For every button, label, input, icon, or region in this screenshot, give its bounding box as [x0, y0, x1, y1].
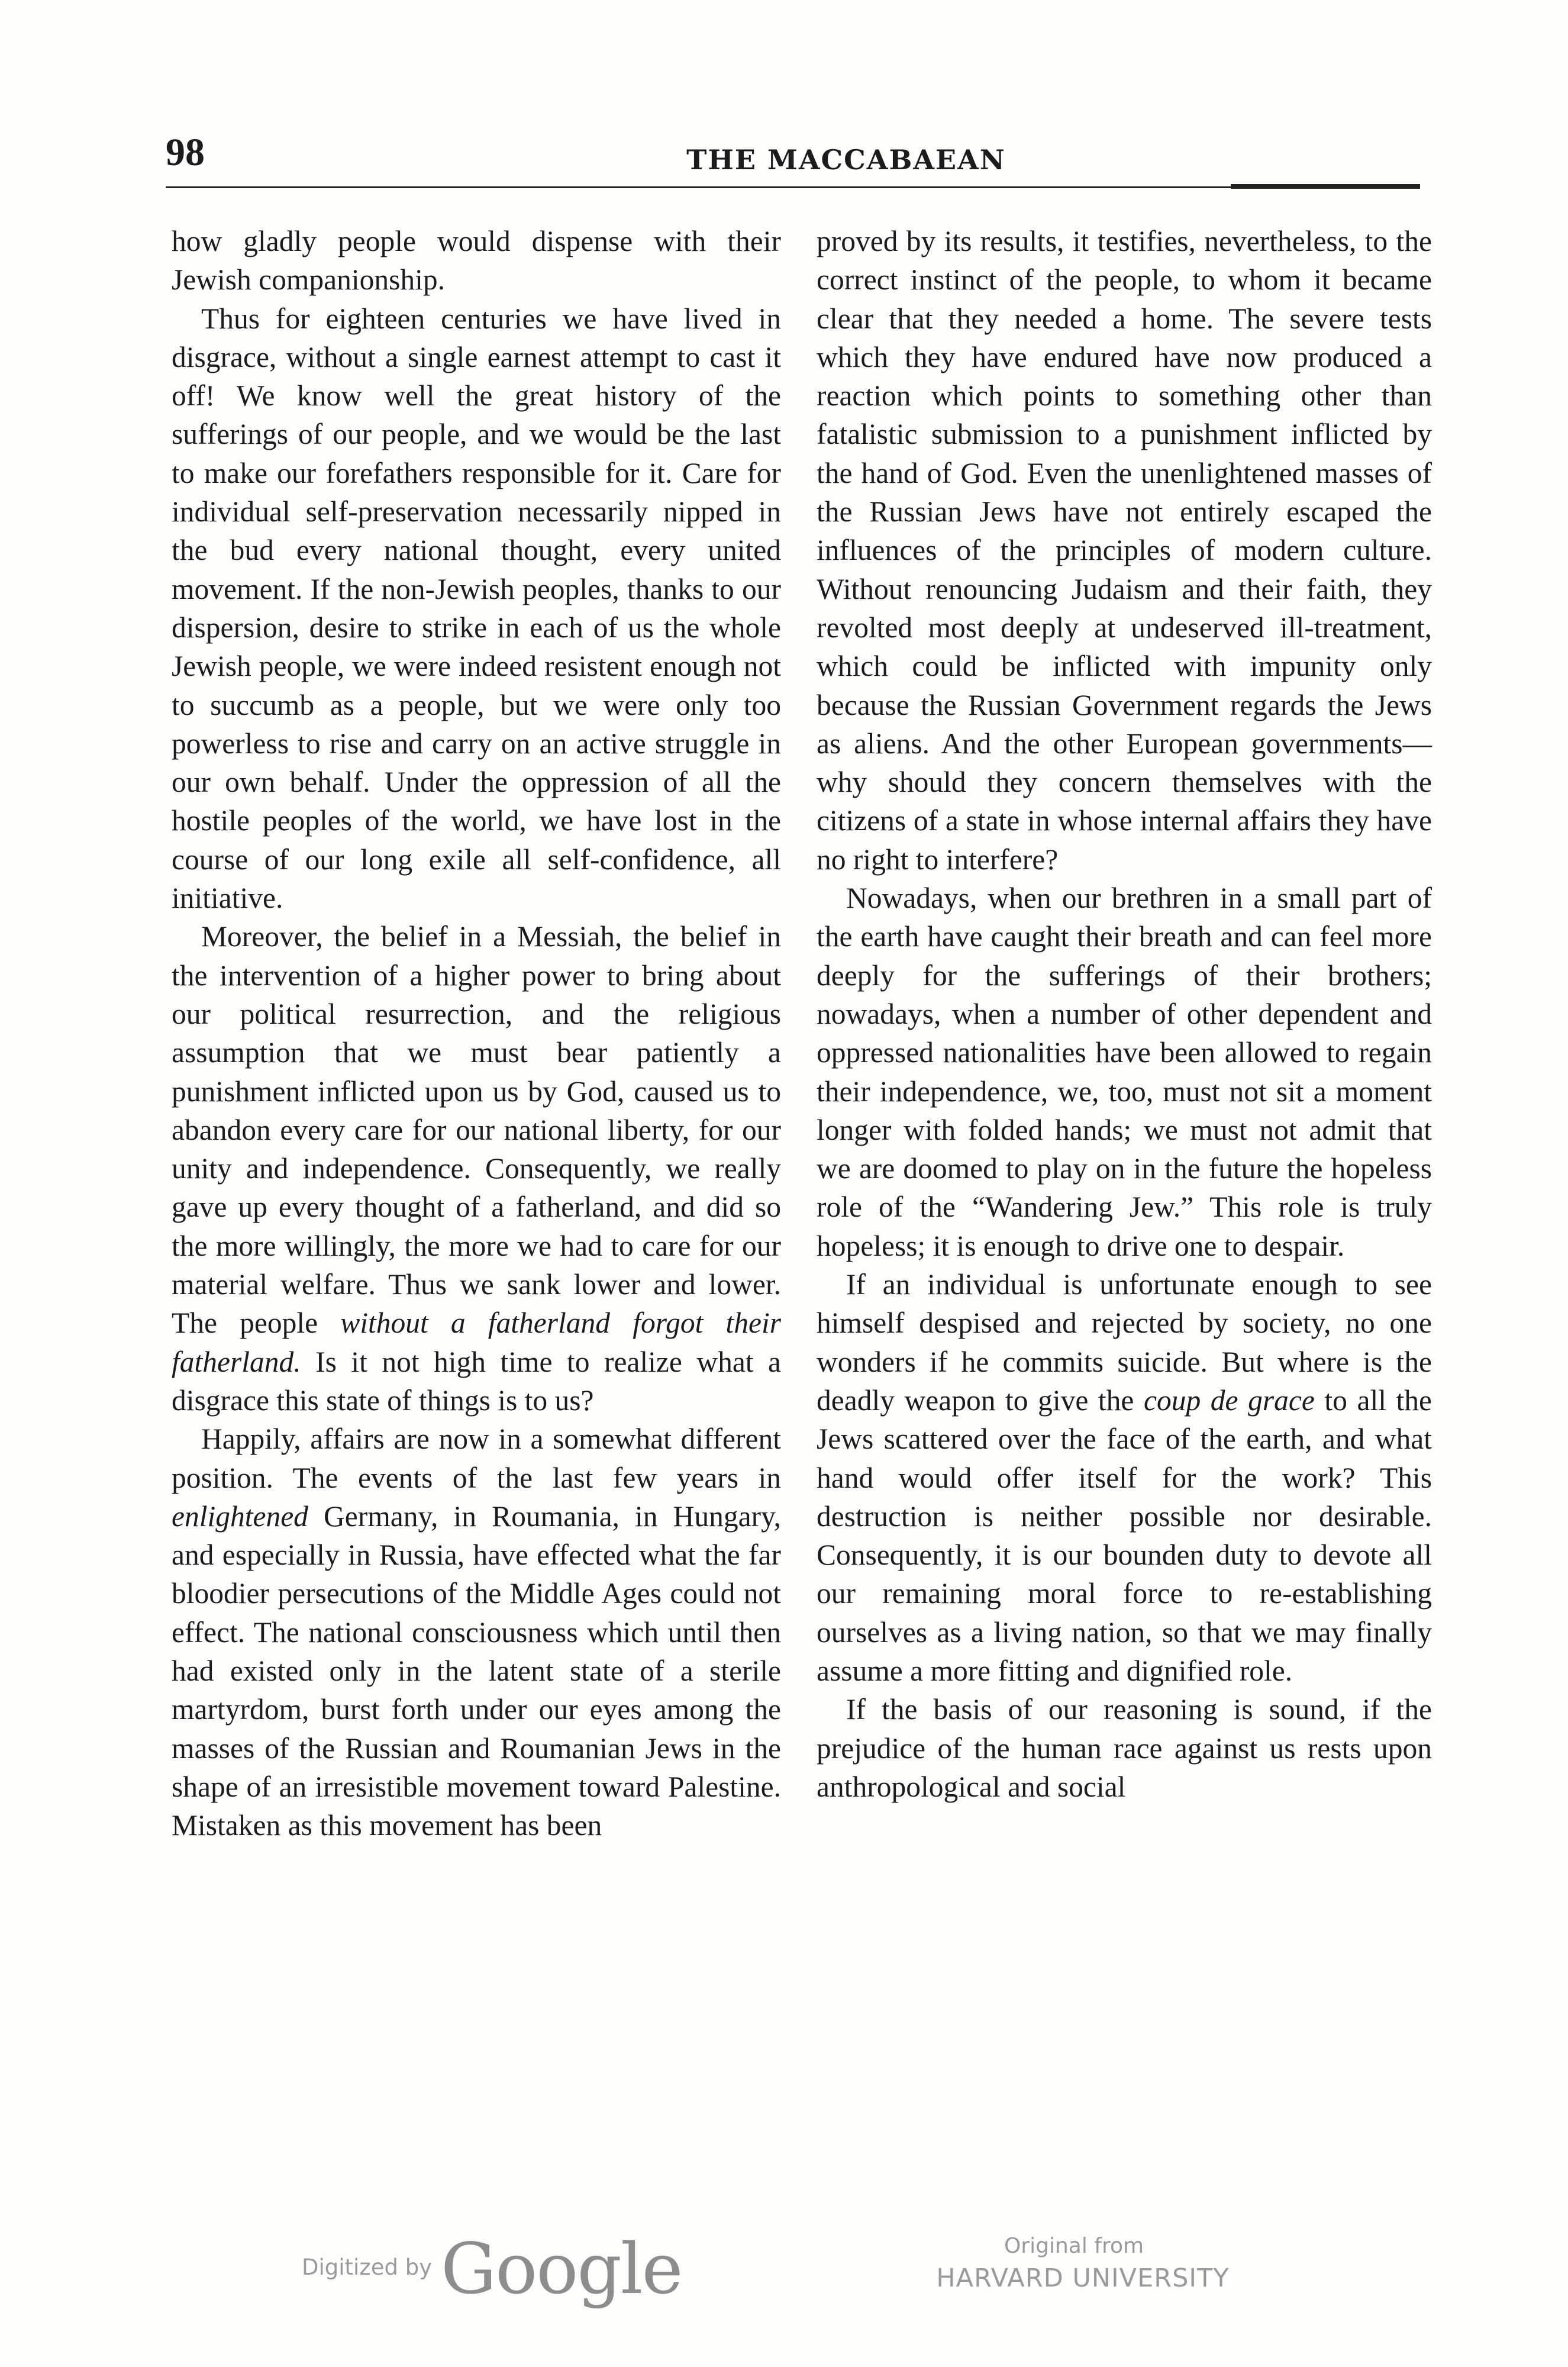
paragraph: If an individual is unfortunate enough to see himself despised and rejected by society, no one wonders if he commits suicide. But where is the deadly weapon to give the coup de grace to all the Jews scattered over the face of the earth, and what hand would offer itself for the work? This destruction is neither possible nor desirable. Consequently, it is our bounden duty to devote all our remaining moral force to re-establishing ourselves as a living nation, so that we may finally assume a more fitting and dignified role. — [817, 1268, 1433, 1687]
paragraph: If the basis of our reasoning is sound, if the prejudice of the human race against us rests upon anthropological and social — [817, 1693, 1432, 1803]
digitization-footer — [0, 2228, 1568, 2329]
paragraph: Moreover, the belief in a Messiah, the belief in the intervention of a higher power to bring about our political resurrection, and the religious assumption that we must bear patiently a punishment inflicted upon us by God, caused us to abandon every care for our national liberty, for our unity and independence. Consequently, we really gave up every thought of a fatherland, and did so the more willingly, the more we had to care for our material welfare. Thus we sank lower and lower. The people without a fatherland forgot their fatherland. Is it not high time to realize what a disgrace this state of things is to us? — [172, 920, 782, 1417]
paragraph: proved by its results, it testifies, nevertheless, to the correct instinct of the people, to whom it became clear that they needed a home. The severe tests which they have endured have now produced a reaction which points to something other than fatalistic submission to a punishment inflicted by the hand of God. Even the unenlightened masses of the Russian Jews have not entirely escaped the influences of the principles of modern culture. Without renouncing Judaism and their faith, they revolted most deeply at undeserved ill-treatment, which could be inflicted with impunity only because the Russian Government regards the Jews as aliens. And the other European governments—why should they concern themselves with the citizens of a state in whose internal affairs they have no right to interfere? — [817, 225, 1432, 876]
original-from-label: Original from — [1004, 2234, 1144, 2258]
paragraph: Nowadays, when our brethren in a small part of the earth have caught their breath and can feel more deeply for the sufferings of their brothers; nowadays, when a number of other dependent and oppressed nationalities have been allowed to regain their independence, we, too, must not sit a moment longer with folded hands; we must not admit that we are doomed to play on in the future the hopeless role of the “Wandering Jew.” This role is truly hopeless; it is enough to drive one to despair. — [817, 882, 1432, 1262]
paragraph: Thus for eighteen centuries we have lived in disgrace, without a single earnest attempt to cast it off! We know well the great history of the sufferings of our people, and we would be the last to make our forefathers responsible for it. Care for individual self-preservation necessarily nipped in the bud every national thought, every united movement. If the non-Jewish peoples, thanks to our dispersion, desire to strike in each of us the whole Jewish people, we were indeed resistent enough not to succumb as a people, but we were only too powerless to rise and carry on an active struggle in our own behalf. Under the oppression of all the hostile peoples of the world, we have lost in the course of our long exile all self-confidence, all initiative. — [172, 302, 781, 915]
running-head: THE MACCABAEAN — [686, 144, 1006, 176]
right-column — [817, 222, 1432, 1806]
left-column — [172, 222, 781, 1844]
italic-text: without a fatherland forgot their fatherland. — [172, 1307, 782, 1378]
italic-text: enlightened — [172, 1499, 308, 1533]
header-rule-accent — [1231, 184, 1420, 189]
digitized-by-label: Digitized by — [302, 2255, 433, 2280]
italic-text: coup de grace — [1144, 1384, 1315, 1417]
library-name: HARVARD UNIVERSITY — [936, 2263, 1230, 2293]
page-header — [166, 127, 1432, 192]
paragraph: Happily, affairs are now in a somewhat different position. The events of the last few years in enlightened Germany, in Roumania, in Hungary, and especially in Russia, have effected what the far bloodier persecutions of the Middle Ages could not effect. The national consciousness which until then had existed only in the latent state of a sterile martyrdom, burst forth under our eyes among the masses of the Russian and Roumanian Jews in the shape of an irresistible movement toward Palestine. Mistaken as this movement has been — [172, 1423, 781, 1842]
google-logo: Google — [441, 2228, 682, 2310]
page-number: 98 — [166, 131, 205, 174]
paragraph: how gladly people would dispense with their Jewish companionship. — [172, 225, 781, 296]
